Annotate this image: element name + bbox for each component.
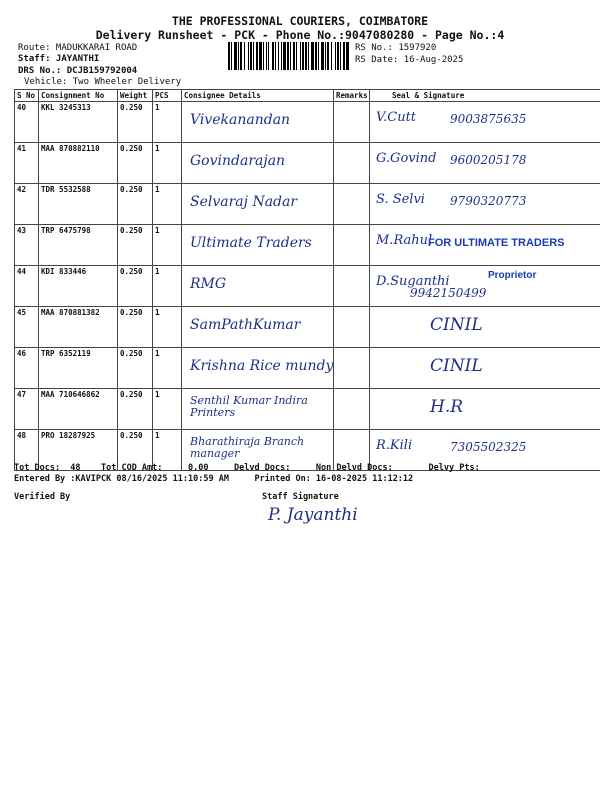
phone-handwriting: 7305502325 bbox=[450, 440, 527, 454]
verified-by-label: Verified By bbox=[14, 492, 71, 502]
col-weight: Weight bbox=[118, 90, 153, 102]
company-title: THE PROFESSIONAL COURIERS, COIMBATORE bbox=[171, 14, 429, 28]
barcode-bar bbox=[263, 42, 264, 70]
consignee-cell bbox=[182, 225, 334, 266]
barcode-bar bbox=[300, 42, 301, 70]
table-row bbox=[15, 307, 600, 348]
receiver-signature: G.Govind bbox=[376, 151, 437, 166]
vehicle-label: Vehicle: Two Wheeler Delivery bbox=[24, 77, 182, 87]
barcode bbox=[228, 42, 350, 70]
barcode-bar bbox=[253, 42, 254, 70]
barcode-bar bbox=[343, 42, 345, 70]
barcode-bar bbox=[340, 42, 341, 70]
table-row bbox=[15, 143, 600, 184]
barcode-bar bbox=[311, 42, 314, 70]
col-consignment: Consignment No bbox=[39, 90, 118, 102]
remarks-cell bbox=[334, 266, 370, 307]
col-sno: S No bbox=[15, 90, 39, 102]
pcs-cell: 1 bbox=[153, 102, 182, 143]
consignee-handwriting: Ultimate Traders bbox=[190, 235, 312, 251]
route-label: Route: MADUKKARAI ROAD bbox=[18, 43, 138, 53]
barcode-bar bbox=[256, 42, 258, 70]
receiver-signature: S. Selvi bbox=[376, 192, 425, 207]
pcs-cell: 1 bbox=[153, 348, 182, 389]
barcode-bar bbox=[308, 42, 309, 70]
consignee-cell bbox=[182, 102, 334, 143]
staff-label: Staff: JAYANTHI bbox=[18, 54, 100, 64]
receiver-signature: H.R bbox=[430, 397, 464, 417]
table-row bbox=[15, 348, 600, 389]
signature-cell bbox=[370, 184, 600, 225]
barcode-bar bbox=[283, 42, 286, 70]
company-stamp: FOR ULTIMATE TRADERS bbox=[428, 237, 565, 249]
receiver-signature: CINIL bbox=[430, 356, 483, 376]
barcode-bar bbox=[272, 42, 274, 70]
consignee-handwriting: Krishna Rice mundy bbox=[190, 358, 334, 374]
barcode-bar bbox=[275, 42, 276, 70]
barcode-bar bbox=[228, 42, 230, 70]
consignee-handwriting: RMG bbox=[190, 276, 227, 292]
receiver-signature: CINIL bbox=[430, 315, 483, 335]
barcode-bar bbox=[259, 42, 262, 70]
weight-cell: 0.250 bbox=[118, 389, 153, 430]
barcode-bar bbox=[302, 42, 304, 70]
barcode-bar bbox=[321, 42, 324, 70]
runsheet-table bbox=[14, 89, 600, 471]
barcode-bar bbox=[287, 42, 289, 70]
weight-cell: 0.250 bbox=[118, 430, 153, 471]
weight-cell: 0.250 bbox=[118, 225, 153, 266]
table-row bbox=[15, 102, 600, 143]
pcs-cell: 1 bbox=[153, 389, 182, 430]
signature-cell bbox=[370, 143, 600, 184]
col-remarks: Remarks bbox=[334, 90, 370, 102]
consignee-cell bbox=[182, 143, 334, 184]
weight-cell: 0.250 bbox=[118, 184, 153, 225]
sno-cell: 42 bbox=[15, 184, 39, 225]
pcs-cell: 1 bbox=[153, 266, 182, 307]
receiver-signature: D.Suganthi bbox=[376, 274, 450, 289]
remarks-cell bbox=[334, 225, 370, 266]
signature-cell bbox=[370, 348, 600, 389]
consignment-cell: MAA 870881382 bbox=[39, 307, 118, 348]
table-row bbox=[15, 266, 600, 307]
barcode-bar bbox=[234, 42, 237, 70]
barcode-bar bbox=[268, 42, 269, 70]
phone-handwriting: 9942150499 bbox=[410, 286, 487, 300]
col-pcs: PCS bbox=[153, 90, 182, 102]
consignment-cell: TRP 6475798 bbox=[39, 225, 118, 266]
barcode-bar bbox=[305, 42, 307, 70]
consignee-handwriting: Vivekanandan bbox=[190, 112, 291, 128]
proprietor-stamp: Proprietor bbox=[488, 270, 537, 281]
weight-cell: 0.250 bbox=[118, 102, 153, 143]
pcs-cell: 1 bbox=[153, 430, 182, 471]
barcode-bar bbox=[327, 42, 329, 70]
pcs-cell: 1 bbox=[153, 143, 182, 184]
barcode-bar bbox=[281, 42, 282, 70]
phone-handwriting: 9790320773 bbox=[450, 194, 527, 208]
pcs-cell: 1 bbox=[153, 307, 182, 348]
signature-cell bbox=[370, 389, 600, 430]
col-seal-signature: Seal & Signature bbox=[370, 90, 600, 102]
entered-line: Entered By :KAVIPCK 08/16/2025 11:10:59 AM Printed On: 16-08-2025 11:12:12 bbox=[14, 474, 414, 484]
weight-cell: 0.250 bbox=[118, 348, 153, 389]
signature-cell bbox=[370, 102, 600, 143]
sno-cell: 43 bbox=[15, 225, 39, 266]
remarks-cell bbox=[334, 348, 370, 389]
sno-cell: 44 bbox=[15, 266, 39, 307]
barcode-bar bbox=[240, 42, 242, 70]
barcode-bar bbox=[325, 42, 326, 70]
consignment-cell: TDR 5532588 bbox=[39, 184, 118, 225]
barcode-bar bbox=[290, 42, 291, 70]
remarks-cell bbox=[334, 143, 370, 184]
runsheet-subtitle: Delivery Runsheet - PCK - Phone No.:9047080280 - Page No.:4 bbox=[95, 28, 505, 42]
sno-cell: 48 bbox=[15, 430, 39, 471]
barcode-bar bbox=[318, 42, 319, 70]
consignee-cell bbox=[182, 266, 334, 307]
signature-cell bbox=[370, 266, 600, 307]
barcode-bar bbox=[296, 42, 297, 70]
remarks-cell bbox=[334, 184, 370, 225]
table-row bbox=[15, 184, 600, 225]
barcode-bar bbox=[278, 42, 279, 70]
barcode-bar bbox=[231, 42, 232, 70]
remarks-cell bbox=[334, 389, 370, 430]
totals-line: Tot Docs: 48 Tot COD Amt: 0.00 Delvd Docs: Non Delvd Docs: Delvy Pts: bbox=[14, 463, 480, 473]
consignment-cell: MAA 870882110 bbox=[39, 143, 118, 184]
barcode-bar bbox=[293, 42, 295, 70]
consignee-cell bbox=[182, 184, 334, 225]
sno-cell: 45 bbox=[15, 307, 39, 348]
consignee-handwriting: Govindarajan bbox=[190, 153, 286, 169]
table-row bbox=[15, 389, 600, 430]
rs-date: RS Date: 16-Aug-2025 bbox=[355, 55, 464, 65]
sno-cell: 46 bbox=[15, 348, 39, 389]
consignment-cell: MAA 710646862 bbox=[39, 389, 118, 430]
table-row bbox=[15, 225, 600, 266]
consignee-handwriting: Bharathiraja Branch manager bbox=[190, 435, 305, 460]
barcode-bar bbox=[266, 42, 267, 70]
consignee-handwriting: Senthil Kumar Indira Printers bbox=[190, 394, 308, 419]
barcode-bar bbox=[244, 42, 245, 70]
drs-label: DRS No.: DCJB159792004 bbox=[18, 66, 138, 76]
weight-cell: 0.250 bbox=[118, 307, 153, 348]
rs-no: RS No.: 1597920 bbox=[355, 43, 437, 53]
weight-cell: 0.250 bbox=[118, 143, 153, 184]
barcode-bar bbox=[335, 42, 336, 70]
consignment-cell: TRP 6352119 bbox=[39, 348, 118, 389]
consignment-cell: KKL 3245313 bbox=[39, 102, 118, 143]
consignment-cell: KDI 833446 bbox=[39, 266, 118, 307]
consignee-handwriting: SamPathKumar bbox=[190, 317, 301, 333]
barcode-bar bbox=[346, 42, 349, 70]
consignee-cell bbox=[182, 348, 334, 389]
receiver-signature: R.Kili bbox=[376, 438, 413, 453]
weight-cell: 0.250 bbox=[118, 266, 153, 307]
signature-cell bbox=[370, 225, 600, 266]
phone-handwriting: 9003875635 bbox=[450, 112, 527, 126]
phone-handwriting: 9600205178 bbox=[450, 153, 527, 167]
consignee-cell bbox=[182, 389, 334, 430]
sno-cell: 40 bbox=[15, 102, 39, 143]
barcode-bar bbox=[248, 42, 249, 70]
signature-cell bbox=[370, 307, 600, 348]
staff-signature-label: Staff Signature bbox=[262, 492, 339, 502]
remarks-cell bbox=[334, 102, 370, 143]
barcode-bar bbox=[250, 42, 252, 70]
consignee-handwriting: Selvaraj Nadar bbox=[190, 194, 298, 210]
pcs-cell: 1 bbox=[153, 225, 182, 266]
table-header-row bbox=[15, 90, 600, 102]
barcode-bar bbox=[331, 42, 332, 70]
staff-signature: P. Jayanthi bbox=[268, 505, 358, 525]
sno-cell: 47 bbox=[15, 389, 39, 430]
barcode-bar bbox=[238, 42, 239, 70]
consignment-cell: PRO 18287925 bbox=[39, 430, 118, 471]
receiver-signature: M.Rahul bbox=[376, 233, 433, 248]
receiver-signature: V.Cutt bbox=[376, 110, 417, 125]
consignee-cell bbox=[182, 307, 334, 348]
remarks-cell bbox=[334, 307, 370, 348]
pcs-cell: 1 bbox=[153, 184, 182, 225]
sno-cell: 41 bbox=[15, 143, 39, 184]
barcode-bar bbox=[315, 42, 317, 70]
col-consignee: Consignee Details bbox=[182, 90, 334, 102]
barcode-bar bbox=[337, 42, 339, 70]
